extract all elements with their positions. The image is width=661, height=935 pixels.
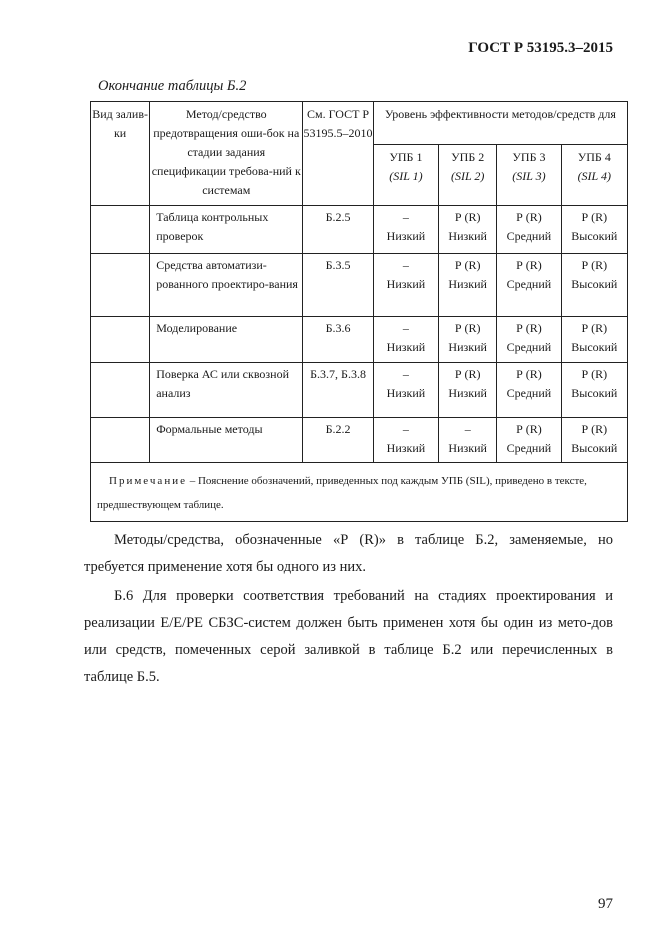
table-row <box>91 363 628 418</box>
level-cell <box>439 254 497 317</box>
level-label: Средний <box>506 229 552 243</box>
level-label: Средний <box>506 340 552 354</box>
level-label: Высокий <box>571 386 618 400</box>
table-row <box>91 317 628 363</box>
level-label: Средний <box>506 277 552 291</box>
level-label: Низкий <box>448 441 487 455</box>
level-label: Низкий <box>386 340 426 354</box>
table-row <box>91 418 628 463</box>
note-label: Примечание <box>109 475 187 487</box>
level-label: Низкий <box>448 277 487 291</box>
ref-cell: Б.3.7, Б.3.8 <box>303 363 373 418</box>
fill-cell <box>91 418 150 463</box>
level-cell <box>561 206 627 254</box>
fill-cell <box>91 317 150 363</box>
level-label: Низкий <box>448 340 487 354</box>
level-mark: Р (R) <box>581 422 608 436</box>
fill-cell <box>91 254 150 317</box>
level-cell <box>439 206 497 254</box>
level-mark: – <box>402 321 409 335</box>
note-text: – Пояснение обозначений, приведенных под каждым УПБ (SIL), приведено в тексте, предшествующем таблице. <box>97 475 587 511</box>
level-mark: Р (R) <box>581 210 608 224</box>
method-cell: Формальные методы <box>150 418 303 463</box>
level-label: Низкий <box>386 386 426 400</box>
level-cell <box>373 418 438 463</box>
upb-sil: (SIL 2) <box>450 169 485 183</box>
level-cell <box>561 317 627 363</box>
level-cell <box>497 418 561 463</box>
upb-sil: (SIL 4) <box>577 169 612 183</box>
level-cell <box>497 206 561 254</box>
upb-name: УПБ 2 <box>451 150 485 164</box>
method-cell: Средства автоматизи-рованного проектиро-вания <box>150 254 303 317</box>
level-mark: – <box>402 367 409 381</box>
level-label: Низкий <box>386 277 426 291</box>
level-cell <box>497 317 561 363</box>
fill-cell <box>91 206 150 254</box>
header-upb-3 <box>497 145 561 206</box>
level-label: Высокий <box>571 277 618 291</box>
level-mark: – <box>402 258 409 272</box>
table-caption: Окончание таблицы Б.2 <box>98 78 247 94</box>
level-mark: Р (R) <box>454 258 481 272</box>
ref-cell: Б.3.6 <box>303 317 373 363</box>
header-level: Уровень эффективности методов/средств для <box>373 102 627 145</box>
level-label: Низкий <box>386 441 426 455</box>
level-mark: Р (R) <box>581 258 608 272</box>
level-cell <box>497 363 561 418</box>
level-cell <box>439 418 497 463</box>
level-mark: Р (R) <box>454 321 481 335</box>
level-mark: Р (R) <box>516 258 542 272</box>
level-mark: Р (R) <box>516 367 542 381</box>
paragraph: Б.6 Для проверки соответствия требований на стадиях проектирования и реализации Е/Е/РЕ СБЗС-систем должен быть применен хотя бы один из мето-дов или средств, помеченных серой заливкой в таблице Б.2 или перечисленных в таблице Б.5. <box>84 588 613 685</box>
level-cell <box>373 254 438 317</box>
level-mark: Р (R) <box>516 210 542 224</box>
header-upb-4 <box>561 145 627 206</box>
level-cell <box>561 363 627 418</box>
methods-table <box>90 101 628 522</box>
level-cell <box>497 254 561 317</box>
header-see: См. ГОСТ Р 53195.5–2010 <box>303 102 373 206</box>
level-mark: Р (R) <box>516 321 542 335</box>
upb-sil: (SIL 1) <box>389 169 423 183</box>
level-label: Высокий <box>571 441 618 455</box>
level-cell <box>373 363 438 418</box>
header-upb-1 <box>373 145 438 206</box>
header-upb-2 <box>439 145 497 206</box>
level-cell <box>561 254 627 317</box>
upb-name: УПБ 1 <box>389 150 423 164</box>
level-label: Низкий <box>448 229 487 243</box>
page-number: 97 <box>598 896 613 912</box>
method-cell: Моделирование <box>150 317 303 363</box>
method-cell: Таблица контрольных проверок <box>150 206 303 254</box>
upb-name: УПБ 3 <box>512 150 546 164</box>
level-cell <box>373 206 438 254</box>
upb-sil: (SIL 3) <box>512 169 546 183</box>
table-row <box>91 206 628 254</box>
level-cell <box>561 418 627 463</box>
level-cell <box>373 317 438 363</box>
level-mark: Р (R) <box>516 422 542 436</box>
level-mark: – <box>402 422 409 436</box>
level-mark: – <box>402 210 409 224</box>
level-cell <box>439 363 497 418</box>
header-fill: Вид залив-ки <box>91 102 150 206</box>
level-mark: Р (R) <box>581 321 608 335</box>
level-mark: Р (R) <box>581 367 608 381</box>
level-mark: Р (R) <box>454 210 481 224</box>
header-method: Метод/средство предотвращения оши-бок на стадии задания спецификации требова-ний к системам <box>150 102 303 206</box>
ref-cell: Б.3.5 <box>303 254 373 317</box>
fill-cell <box>91 363 150 418</box>
ref-cell: Б.2.5 <box>303 206 373 254</box>
table-row <box>91 254 628 317</box>
ref-cell: Б.2.2 <box>303 418 373 463</box>
method-cell: Поверка АС или сквозной анализ <box>150 363 303 418</box>
standard-code: ГОСТ Р 53195.3–2015 <box>468 40 613 56</box>
paragraph: Методы/средства, обозначенные «Р (R)» в таблице Б.2, заменяемые, но требуется применение хотя бы одного из них. <box>84 532 613 575</box>
table-note <box>91 463 628 522</box>
level-label: Низкий <box>386 229 426 243</box>
level-label: Низкий <box>448 386 487 400</box>
level-label: Высокий <box>571 340 618 354</box>
level-cell <box>439 317 497 363</box>
level-label: Средний <box>506 441 552 455</box>
upb-name: УПБ 4 <box>577 150 611 164</box>
level-label: Высокий <box>571 229 618 243</box>
level-label: Средний <box>506 386 552 400</box>
level-mark: – <box>464 422 471 436</box>
level-mark: Р (R) <box>454 367 481 381</box>
